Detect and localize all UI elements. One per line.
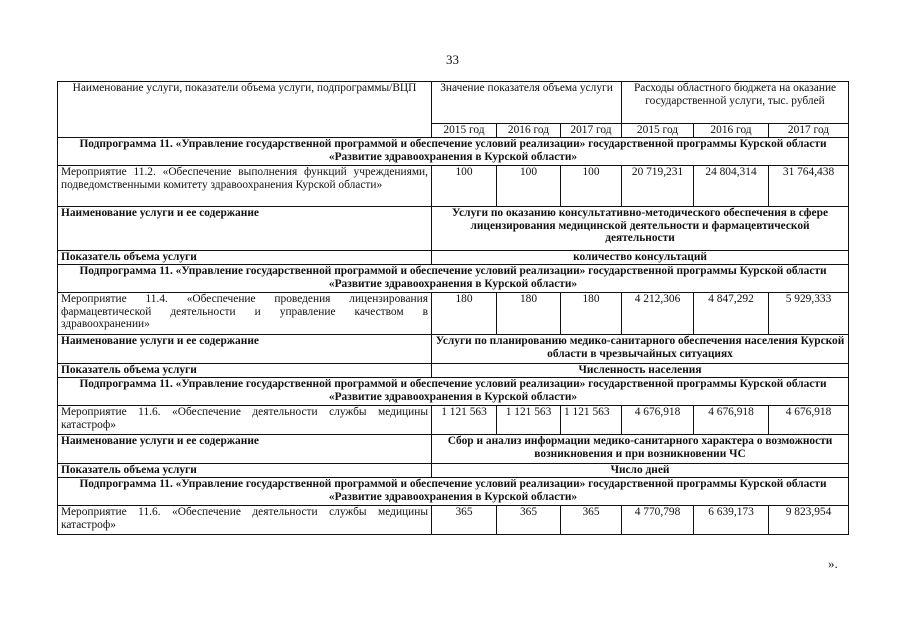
closing-quote: ». (828, 556, 838, 571)
indicator-value: количество консультаций (432, 251, 849, 265)
header-service-name: Наименование услуги, показатели объема услуги, подпрограммы/ВЦП (58, 82, 432, 138)
expense-2017: 5 929,333 (769, 293, 849, 335)
volume-2016: 180 (497, 293, 561, 335)
indicator-value: Число дней (432, 464, 849, 478)
measure-row (58, 506, 849, 535)
year-cell: 2015 год (432, 124, 497, 138)
service-description: Услуги по оказанию консультативно-методического обеспечения в сфере лицензирования медицинской деятельности и фармацевтической деятельности (432, 207, 849, 251)
indicator-label: Показатель объема услуги (58, 464, 432, 478)
service-description: Сбор и анализ информации медико-санитарного характера о возможности возникновения и при возникновении ЧС (432, 435, 849, 464)
services-table (57, 81, 849, 535)
subprogram-row (58, 138, 849, 166)
volume-2016: 1 121 563 (497, 406, 561, 435)
service-description: Услуги по планированию медико-санитарного обеспечения населения Курской области в чрезвычайных ситуациях (432, 335, 849, 364)
service-row (58, 335, 849, 364)
subprogram-title: Подпрограмма 11. «Управление государственной программой и обеспечение условий реализации» государственной программы Курской области «Развитие здравоохранения в Курской области» (58, 378, 849, 406)
volume-2017: 365 (561, 506, 622, 535)
service-row (58, 207, 849, 251)
expense-2017: 9 823,954 (769, 506, 849, 535)
volume-2015: 100 (432, 166, 497, 207)
service-row (58, 435, 849, 464)
volume-2017: 100 (561, 166, 622, 207)
expense-2015: 4 770,798 (622, 506, 694, 535)
measure-name: Мероприятие 11.2. «Обеспечение выполнения функций учреждениями, подведомственными комитету здравоохранения Курской области» (58, 166, 432, 207)
indicator-row (58, 251, 849, 265)
measure-name: Мероприятие 11.4. «Обеспечение проведения лицензирования фармацевтической деятельности и управление качеством в здравоохранении» (58, 293, 432, 335)
subprogram-row (58, 265, 849, 293)
service-label: Наименование услуги и ее содержание (58, 335, 432, 364)
expense-2016: 24 804,314 (694, 166, 769, 207)
measure-name: Мероприятие 11.6. «Обеспечение деятельности службы медицины катастроф» (58, 406, 432, 435)
volume-2015: 365 (432, 506, 497, 535)
year-cell: 2016 год (497, 124, 561, 138)
subprogram-title: Подпрограмма 11. «Управление государственной программой и обеспечение условий реализации» государственной программы Курской области «Развитие здравоохранения в Курской области» (58, 478, 849, 506)
volume-2017: 180 (561, 293, 622, 335)
header-volume-value: Значение показателя объема услуги (432, 82, 622, 124)
subprogram-row (58, 478, 849, 506)
indicator-row (58, 364, 849, 378)
subprogram-title: Подпрограмма 11. «Управление государственной программой и обеспечение условий реализации» государственной программы Курской области «Развитие здравоохранения в Курской области» (58, 265, 849, 293)
subprogram-row (58, 378, 849, 406)
expense-2016: 4 847,292 (694, 293, 769, 335)
year-cell: 2015 год (622, 124, 694, 138)
year-cell: 2017 год (769, 124, 849, 138)
measure-row (58, 406, 849, 435)
year-cell: 2016 год (694, 124, 769, 138)
expense-2017: 4 676,918 (769, 406, 849, 435)
volume-2016: 100 (497, 166, 561, 207)
expense-2016: 4 676,918 (694, 406, 769, 435)
expense-2015: 20 719,231 (622, 166, 694, 207)
expense-2017: 31 764,438 (769, 166, 849, 207)
indicator-label: Показатель объема услуги (58, 364, 432, 378)
expense-2015: 4 676,918 (622, 406, 694, 435)
service-label: Наименование услуги и ее содержание (58, 435, 432, 464)
year-cell: 2017 год (561, 124, 622, 138)
measure-row (58, 166, 849, 207)
expense-2015: 4 212,306 (622, 293, 694, 335)
indicator-value: Численность населения (432, 364, 849, 378)
indicator-label: Показатель объема услуги (58, 251, 432, 265)
header-budget-expenses: Расходы областного бюджета на оказание государственной услуги, тыс. рублей (622, 82, 849, 124)
volume-2015: 180 (432, 293, 497, 335)
indicator-row (58, 464, 849, 478)
measure-row (58, 293, 849, 335)
subprogram-title: Подпрограмма 11. «Управление государственной программой и обеспечение условий реализации» государственной программы Курской области «Развитие здравоохранения в Курской области» (58, 138, 849, 166)
service-label: Наименование услуги и ее содержание (58, 207, 432, 251)
table-header-row (58, 82, 849, 124)
volume-2016: 365 (497, 506, 561, 535)
volume-2015: 1 121 563 (432, 406, 497, 435)
measure-name: Мероприятие 11.6. «Обеспечение деятельности службы медицины катастроф» (58, 506, 432, 535)
expense-2016: 6 639,173 (694, 506, 769, 535)
page-number: 33 (446, 52, 459, 67)
volume-2017: 1 121 563 (561, 406, 622, 435)
